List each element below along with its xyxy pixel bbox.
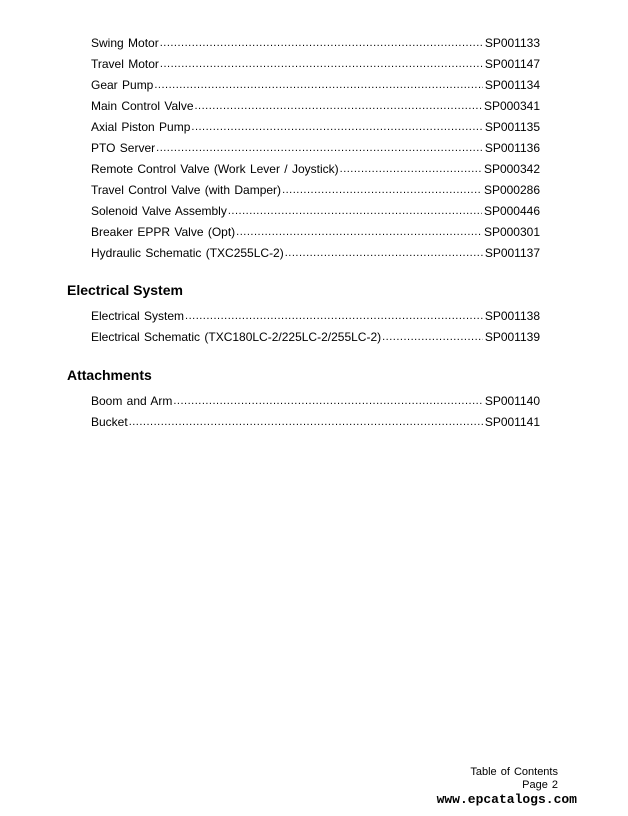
footer-section-label: Table of Contents — [470, 766, 558, 778]
dot-leader — [160, 57, 483, 71]
dot-leader — [340, 162, 482, 176]
dot-leader — [236, 225, 482, 239]
dot-leader — [160, 36, 483, 50]
dot-leader — [191, 120, 482, 134]
toc-entry[interactable] — [91, 113, 540, 134]
toc-entry-code: SP001138 — [484, 309, 540, 323]
toc-entry-title: Hydraulic Schematic (TXC255LC-2) — [91, 246, 284, 260]
toc-entry[interactable] — [91, 155, 540, 176]
toc-entry-title: PTO Server — [91, 141, 156, 155]
toc-entry-code: SP000286 — [483, 183, 540, 197]
toc-entry-title: Travel Motor — [91, 57, 159, 71]
dot-leader — [228, 204, 482, 218]
attachments-toc-list — [91, 387, 540, 429]
toc-entry-code: SP000301 — [483, 225, 540, 239]
hydraulic-toc-list — [91, 29, 540, 260]
toc-entry-title: Solenoid Valve Assembly — [91, 204, 227, 218]
toc-entry-title: Electrical System — [91, 309, 185, 323]
toc-entry-code: SP001135 — [484, 120, 540, 134]
dot-leader — [129, 415, 483, 429]
dot-leader — [195, 99, 482, 113]
toc-entry-title: Travel Control Valve (with Damper) — [91, 183, 282, 197]
toc-entry[interactable] — [91, 323, 540, 344]
toc-entry-code: SP001147 — [484, 57, 540, 71]
toc-entry[interactable] — [91, 197, 540, 218]
toc-entry[interactable] — [91, 29, 540, 50]
toc-entry-code: SP001137 — [484, 246, 540, 260]
toc-entry-title: Axial Piston Pump — [91, 120, 191, 134]
toc-entry[interactable] — [91, 408, 540, 429]
toc-entry-title: Electrical Schematic (TXC180LC-2/225LC-2/255LC-2) — [91, 330, 382, 344]
toc-entry-title: Breaker EPPR Valve (Opt) — [91, 225, 236, 239]
toc-entry[interactable] — [91, 387, 540, 408]
page-footer — [470, 766, 558, 792]
toc-entry-title: Boom and Arm — [91, 394, 173, 408]
toc-entry[interactable] — [91, 92, 540, 113]
dot-leader — [154, 78, 482, 92]
section-heading-attachments: Attachments — [67, 367, 152, 383]
toc-entry-code: SP000341 — [483, 99, 540, 113]
section-heading-electrical: Electrical System — [67, 282, 183, 298]
toc-entry-title: Main Control Valve — [91, 99, 194, 113]
dot-leader — [185, 309, 483, 323]
toc-entry-code: SP001134 — [484, 78, 540, 92]
dot-leader — [282, 183, 482, 197]
electrical-toc-list — [91, 302, 540, 344]
toc-entry-code: SP000446 — [483, 204, 540, 218]
toc-entry-code: SP001140 — [484, 394, 540, 408]
toc-entry[interactable] — [91, 302, 540, 323]
toc-entry[interactable] — [91, 218, 540, 239]
footer-page-number: Page 2 — [522, 779, 558, 791]
toc-entry-title: Gear Pump — [91, 78, 154, 92]
toc-entry-code: SP001136 — [484, 141, 540, 155]
toc-entry-code: SP001133 — [484, 36, 540, 50]
toc-entry[interactable] — [91, 239, 540, 260]
toc-entry-code: SP001141 — [484, 415, 540, 429]
toc-entry[interactable] — [91, 176, 540, 197]
toc-entry[interactable] — [91, 71, 540, 92]
toc-entry-code: SP001139 — [484, 330, 540, 344]
dot-leader — [382, 330, 483, 344]
toc-entry-title: Remote Control Valve (Work Lever / Joystick) — [91, 162, 339, 176]
watermark-url: www.epcatalogs.com — [436, 792, 577, 807]
toc-entry[interactable] — [91, 134, 540, 155]
dot-leader — [173, 394, 482, 408]
toc-entry-title: Bucket — [91, 415, 128, 429]
dot-leader — [156, 141, 483, 155]
dot-leader — [285, 246, 483, 260]
toc-entry-code: SP000342 — [483, 162, 540, 176]
toc-entry[interactable] — [91, 50, 540, 71]
toc-entry-title: Swing Motor — [91, 36, 159, 50]
